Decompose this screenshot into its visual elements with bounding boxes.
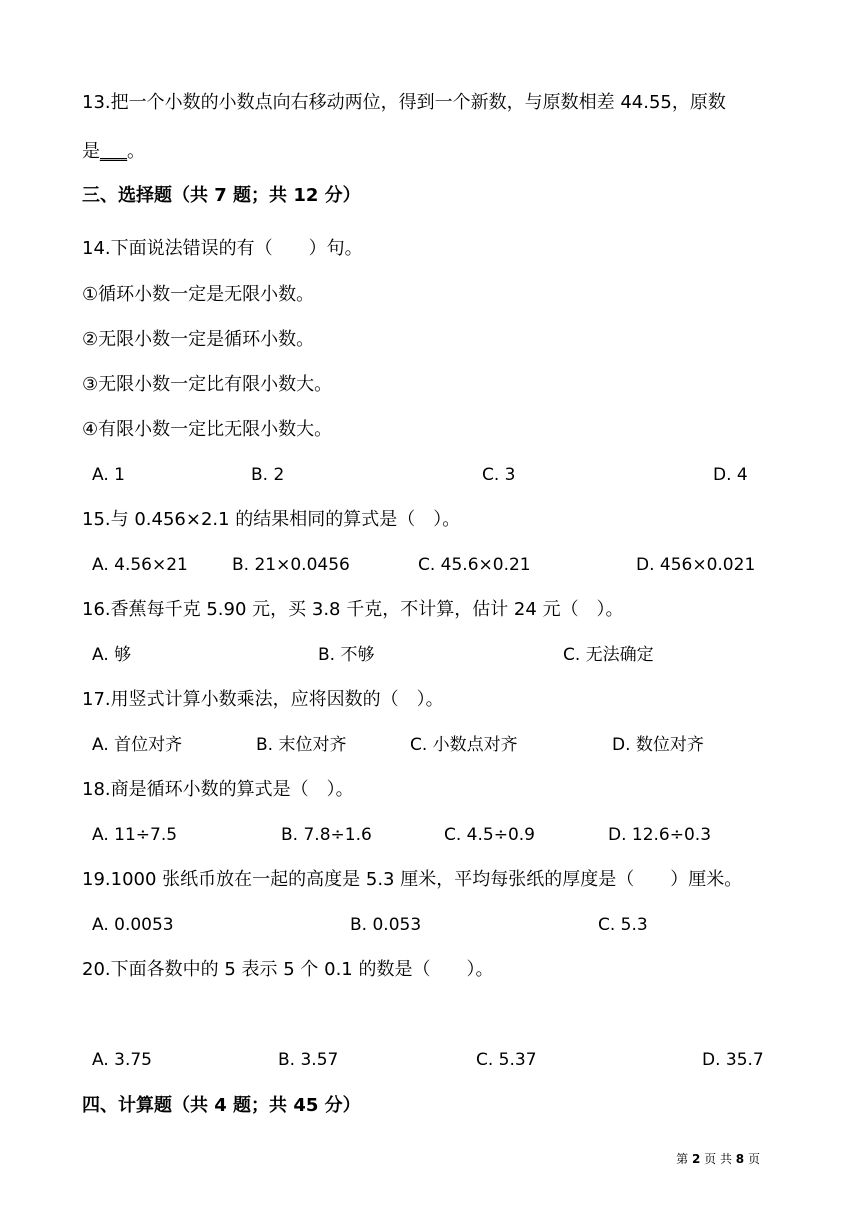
q20-option-c: C. 5.37	[476, 1050, 537, 1070]
q13-line1: 13.把一个小数的小数点向右移动两位，得到一个新数，与原数相差 44.55，原数	[82, 92, 726, 113]
footer-page-number: 2	[691, 1152, 701, 1166]
q17-option-a: A. 首位对齐	[92, 735, 183, 755]
page-footer	[0, 1150, 760, 1167]
q18-option-a: A. 11÷7.5	[92, 825, 178, 845]
q14-stem: 14.下面说法错误的有（ ）句。	[82, 238, 363, 259]
q15-option-b: B. 21×0.0456	[232, 555, 350, 575]
q15-option-a: A. 4.56×21	[92, 555, 188, 575]
q17-option-b: B. 末位对齐	[256, 735, 347, 755]
q13-line2-pre: 是	[82, 141, 100, 162]
q14-statement-3: ③无限小数一定比有限小数大。	[82, 374, 333, 395]
q20-stem: 20.下面各数中的 5 表示 5 个 0.1 的数是（ ）。	[82, 959, 494, 980]
q20-option-d: D. 35.7	[702, 1050, 764, 1070]
q18-stem: 18.商是循环小数的算式是（ ）。	[82, 779, 354, 800]
section-3-title: 三、选择题（共 7 题；共 12 分）	[82, 185, 361, 206]
q19-option-b: B. 0.053	[350, 915, 422, 935]
q13-answer-blank: ___	[100, 141, 127, 162]
section-4-title: 四、计算题（共 4 题；共 45 分）	[82, 1095, 361, 1116]
q16-option-a: A. 够	[92, 645, 132, 665]
q14-option-d: D. 4	[713, 465, 748, 485]
q16-option-c: C. 无法确定	[563, 645, 654, 665]
footer-pre: 第	[676, 1152, 689, 1166]
q18-option-c: C. 4.5÷0.9	[444, 825, 535, 845]
q15-option-c: C. 45.6×0.21	[418, 555, 531, 575]
q17-option-c: C. 小数点对齐	[410, 735, 518, 755]
q14-option-b: B. 2	[251, 465, 285, 485]
q15-option-d: D. 456×0.021	[636, 555, 756, 575]
q17-stem: 17.用竖式计算小数乘法，应将因数的（ ）。	[82, 689, 444, 710]
q17-option-d: D. 数位对齐	[612, 735, 704, 755]
q13-line2	[82, 139, 820, 165]
q20-option-a: A. 3.75	[92, 1050, 152, 1070]
q16-stem: 16.香蕉每千克 5.90 元，买 3.8 千克，不计算，估计 24 元（ ）。	[82, 599, 624, 620]
footer-post: 页	[747, 1152, 760, 1166]
q19-option-c: C. 5.3	[598, 915, 648, 935]
q14-option-c: C. 3	[482, 465, 516, 485]
q19-option-a: A. 0.0053	[92, 915, 174, 935]
q18-option-d: D. 12.6÷0.3	[608, 825, 712, 845]
footer-total-pages: 8	[735, 1152, 745, 1166]
q14-statement-1: ①循环小数一定是无限小数。	[82, 284, 315, 305]
q19-stem: 19.1000 张纸币放在一起的高度是 5.3 厘米，平均每张纸的厚度是（ ）厘米。	[82, 869, 743, 890]
q20-option-b: B. 3.57	[278, 1050, 339, 1070]
footer-mid: 页 共	[704, 1152, 732, 1166]
q15-stem: 15.与 0.456×2.1 的结果相同的算式是（ ）。	[82, 509, 461, 530]
q16-option-b: B. 不够	[318, 645, 375, 665]
q14-statement-4: ④有限小数一定比无限小数大。	[82, 419, 333, 440]
q13-line2-post: 。	[127, 141, 145, 162]
q18-option-b: B. 7.8÷1.6	[281, 825, 372, 845]
q14-statement-2: ②无限小数一定是循环小数。	[82, 329, 315, 350]
q14-option-a: A. 1	[92, 465, 125, 485]
